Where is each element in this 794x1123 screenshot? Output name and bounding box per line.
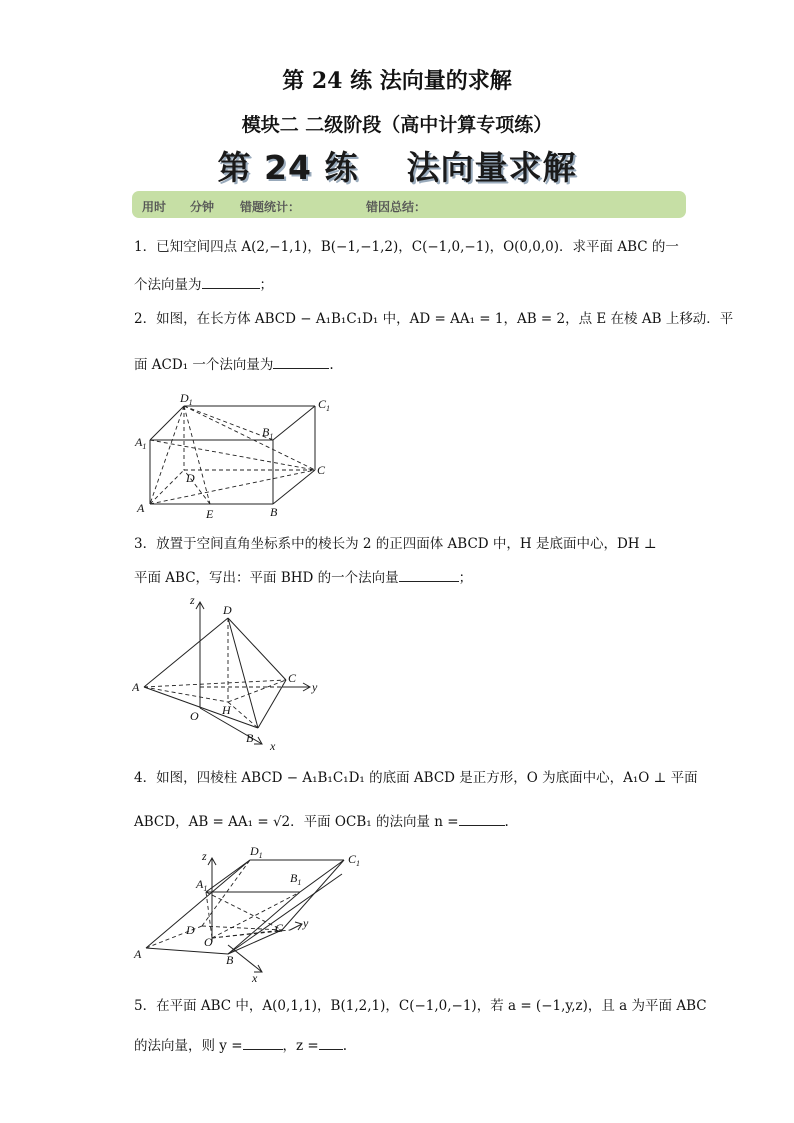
q4-end: . xyxy=(504,814,509,830)
label-x: x xyxy=(252,971,258,985)
errors-label: 错题统计： xyxy=(240,200,301,214)
page-title: 第 24 练 法向量的求解 xyxy=(282,68,512,94)
label-y: y xyxy=(312,680,318,694)
q4-text: ABCD，AB = AA₁ = √2．平面 OCB₁ 的法向量 n = xyxy=(134,814,459,830)
label-D: D xyxy=(223,603,232,617)
banner-left: 第 24 练 xyxy=(217,148,359,187)
label-D: D xyxy=(186,923,195,937)
label-B: B xyxy=(226,953,234,967)
label-x: x xyxy=(270,739,276,753)
q4-line1: 4．如图，四棱柱 ABCD − A₁B₁C₁D₁ 的底面 ABCD 是正方形，O 为底面中心，A₁O ⊥ 平面 xyxy=(134,770,698,786)
q3-text: 平面 ABC，写出：平面 BHD 的一个法向量 xyxy=(134,570,399,586)
label-C: C xyxy=(275,921,284,935)
q2-line1: 2．如图，在长方体 ABCD − A₁B₁C₁D₁ 中，AD = AA₁ = 1，AB = 2，点 E 在棱 AB 上移动．平 xyxy=(134,311,734,327)
banner-title xyxy=(0,142,794,189)
q1-blank[interactable] xyxy=(202,276,260,289)
q4-line2 xyxy=(134,813,509,830)
reasons-label: 错因总结： xyxy=(366,200,427,214)
q5-line1: 5．在平面 ABC 中，A(0,1,1)，B(1,2,1)，C(−1,0,−1)，若 a = (−1,y,z)，且 a 为平面 ABC xyxy=(134,998,707,1014)
q5-blank-y[interactable] xyxy=(243,1037,283,1050)
label-A1: $A_1$ xyxy=(135,435,147,451)
label-A: A xyxy=(134,947,142,961)
label-C1: $C_1$ xyxy=(348,852,361,868)
banner-right: 法向量求解 xyxy=(406,148,577,187)
label-D1: $D_1$ xyxy=(250,844,263,860)
figure-prism xyxy=(132,838,372,986)
label-O: O xyxy=(190,709,199,723)
label-z: z xyxy=(190,593,195,607)
label-y: y xyxy=(303,916,309,930)
q5-mid: ，z = xyxy=(282,1038,319,1054)
label-z: z xyxy=(202,849,207,863)
q3-end: ； xyxy=(458,570,473,586)
q2-text: 面 ACD₁ 一个法向量为 xyxy=(134,357,274,373)
q1-end: ； xyxy=(259,277,273,293)
label-O: O xyxy=(204,935,213,949)
q5-text: 的法向量，则 y = xyxy=(134,1038,243,1054)
label-C: C xyxy=(317,463,326,477)
q5-blank-z[interactable] xyxy=(319,1037,343,1050)
label-A: A xyxy=(137,501,145,515)
label-D1: $D_1$ xyxy=(180,391,193,407)
q5-end: . xyxy=(342,1038,348,1054)
q3-line1: 3．放置于空间直角坐标系中的棱长为 2 的正四面体 ABCD 中，H 是底面中心，DH ⊥ xyxy=(134,536,657,552)
label-A: A xyxy=(132,680,140,694)
figure-tetrahedron xyxy=(132,590,332,755)
module-subtitle: 模块二 二级阶段（高中计算专项练） xyxy=(241,114,553,136)
label-D: D xyxy=(186,471,195,485)
figure-cuboid xyxy=(132,388,342,524)
time-label: 用时 xyxy=(142,200,167,214)
label-B1: $B_1$ xyxy=(262,425,274,441)
label-B: B xyxy=(270,505,278,519)
label-B1: $B_1$ xyxy=(290,871,302,887)
q4-blank[interactable] xyxy=(459,813,505,826)
q2-blank[interactable] xyxy=(273,356,329,369)
q1-text: 个法向量为 xyxy=(134,277,202,293)
q2-line2 xyxy=(134,356,334,373)
label-B: B xyxy=(246,731,254,745)
q2-end: . xyxy=(329,357,334,373)
q1-line1: 1．已知空间四点 A(2,−1,1)，B(−1,−1,2)，C(−1,0,−1)，O(0,0,0)．求平面 ABC 的一 xyxy=(134,239,679,255)
label-H: H xyxy=(222,703,231,717)
label-C1: $C_1$ xyxy=(318,397,331,413)
label-A1: $A_1$ xyxy=(196,877,208,893)
info-bar xyxy=(132,191,686,218)
label-E: E xyxy=(206,507,214,521)
label-C: C xyxy=(288,671,297,685)
q3-blank[interactable] xyxy=(399,569,459,582)
q5-line2 xyxy=(134,1037,347,1054)
q3-line2 xyxy=(134,569,472,586)
q1-line2 xyxy=(134,276,273,293)
minutes-label: 分钟 xyxy=(190,200,215,214)
